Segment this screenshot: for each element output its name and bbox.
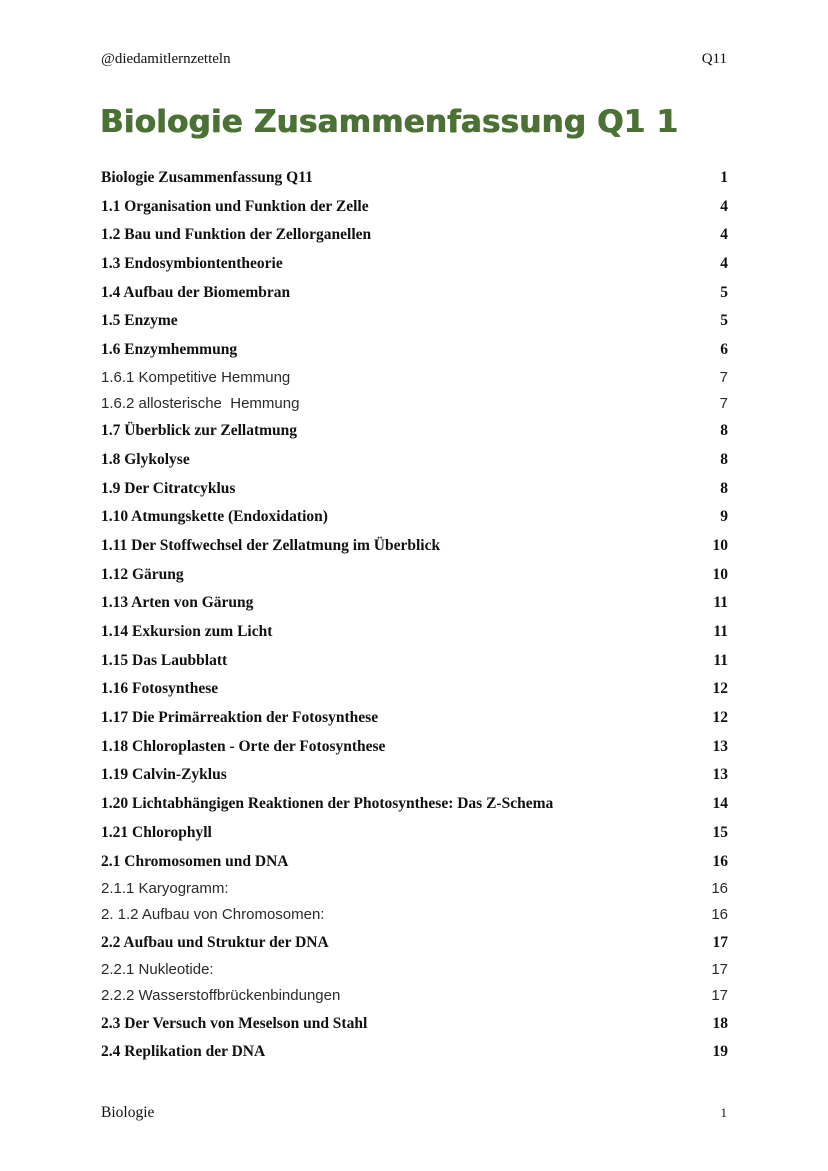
toc-entry-label: 1.18 Chloroplasten - Orte der Fotosynthese xyxy=(101,737,386,755)
toc-entry-page: 16 xyxy=(711,880,728,898)
toc-entry-label: 2. 1.2 Aufbau von Chromosomen: xyxy=(101,906,325,924)
toc-entry-page: 7 xyxy=(719,368,728,386)
toc-entry-label: 2.2 Aufbau und Struktur der DNA xyxy=(101,933,329,951)
toc-entry-label: 1.19 Calvin-Zyklus xyxy=(101,766,227,784)
toc-entry[interactable] xyxy=(101,193,728,222)
toc-entry-page: 8 xyxy=(720,479,728,497)
toc-entry-label: 1.6.1 Kompetitive Hemmung xyxy=(101,368,291,386)
toc-entry[interactable] xyxy=(101,365,728,391)
toc-entry-label: 1.8 Glykolyse xyxy=(101,450,190,468)
toc-entry-label: 1.6 Enzymhemmung xyxy=(101,341,238,359)
toc-entry-label: 2.4 Replikation der DNA xyxy=(101,1043,266,1061)
toc-entry[interactable] xyxy=(101,848,728,877)
toc-entry[interactable] xyxy=(101,503,728,532)
toc-entry[interactable] xyxy=(101,733,728,762)
toc-entry[interactable] xyxy=(101,417,728,446)
toc-entry-label: 1.15 Das Laubblatt xyxy=(101,651,228,669)
footer-subject: Biologie xyxy=(101,1104,155,1121)
toc-entry[interactable] xyxy=(101,902,728,928)
toc-entry-label: 1.16 Fotosynthese xyxy=(101,680,219,698)
toc-entry-page: 1 xyxy=(720,169,728,186)
toc-entry-page: 7 xyxy=(719,395,728,412)
page-number: 1 xyxy=(720,1105,727,1120)
toc-entry[interactable] xyxy=(101,164,728,193)
document-title: Biologie Zusammenfassung Q1 1 xyxy=(100,104,679,140)
toc-entry-page: 10 xyxy=(712,536,728,554)
toc-entry[interactable] xyxy=(101,561,728,590)
toc-entry[interactable] xyxy=(101,929,728,958)
toc-entry[interactable] xyxy=(101,618,728,647)
toc-entry[interactable] xyxy=(101,1038,728,1067)
toc-entry-label: 1.12 Gärung xyxy=(101,565,184,583)
toc-entry-page: 8 xyxy=(720,450,728,468)
toc-entry-label: 1.6.2 allosterische Hemmung xyxy=(101,395,300,412)
toc-entry-label: 1.14 Exkursion zum Licht xyxy=(101,623,273,640)
toc-entry-page: 4 xyxy=(720,197,728,215)
toc-entry-page: 14 xyxy=(712,795,728,813)
toc-entry-label: 1.2 Bau und Funktion der Zellorganellen xyxy=(101,226,372,244)
toc-entry-page: 13 xyxy=(712,766,728,784)
table-of-contents xyxy=(101,164,728,1067)
toc-entry-label: 1.3 Endosymbiontentheorie xyxy=(101,255,283,273)
toc-entry-label: 2.2.1 Nukleotide: xyxy=(101,961,214,979)
toc-entry-page: 17 xyxy=(712,933,728,951)
toc-entry-page: 5 xyxy=(720,283,728,301)
toc-entry-label: 1.17 Die Primärreaktion der Fotosynthese xyxy=(101,709,379,727)
toc-entry[interactable] xyxy=(101,307,728,336)
toc-entry-label: 2.1 Chromosomen und DNA xyxy=(101,852,289,870)
toc-entry-label: 1.4 Aufbau der Biomembran xyxy=(101,283,291,301)
toc-entry[interactable] xyxy=(101,761,728,790)
toc-entry[interactable] xyxy=(101,819,728,848)
toc-entry[interactable] xyxy=(101,876,728,902)
toc-entry[interactable] xyxy=(101,957,728,983)
toc-entry-page: 19 xyxy=(712,1043,728,1061)
toc-entry-page: 6 xyxy=(720,341,728,359)
toc-entry-label: 1.7 Überblick zur Zellatmung xyxy=(101,422,298,440)
toc-entry[interactable] xyxy=(101,647,728,676)
toc-entry-label: 1.1 Organisation und Funktion der Zelle xyxy=(101,197,369,215)
toc-entry-page: 16 xyxy=(711,906,728,924)
toc-entry[interactable] xyxy=(101,1010,728,1039)
toc-entry[interactable] xyxy=(101,250,728,279)
toc-entry[interactable] xyxy=(101,279,728,308)
toc-entry-label: Biologie Zusammenfassung Q11 xyxy=(101,169,313,186)
toc-entry[interactable] xyxy=(101,336,728,365)
toc-entry-label: 2.2.2 Wasserstoffbrückenbindungen xyxy=(101,987,341,1005)
toc-entry[interactable] xyxy=(101,589,728,618)
toc-entry[interactable] xyxy=(101,675,728,704)
toc-entry[interactable] xyxy=(101,532,728,561)
toc-entry-label: 1.20 Lichtabhängigen Reaktionen der Photosynthese: Das Z-Schema xyxy=(101,795,554,813)
toc-entry-page: 17 xyxy=(711,961,728,979)
toc-entry[interactable] xyxy=(101,221,728,250)
toc-entry-page: 8 xyxy=(720,422,728,440)
toc-entry-page: 4 xyxy=(720,226,728,244)
toc-entry-page: 12 xyxy=(712,709,728,727)
header-course: Q11 xyxy=(701,51,727,67)
toc-entry-label: 1.21 Chlorophyll xyxy=(101,823,212,841)
toc-entry[interactable] xyxy=(101,704,728,733)
toc-entry[interactable] xyxy=(101,790,728,819)
toc-entry-page: 11 xyxy=(713,594,728,612)
toc-entry-page: 18 xyxy=(712,1014,728,1032)
toc-entry-label: 1.11 Der Stoffwechsel der Zellatmung im Überblick xyxy=(101,536,441,554)
toc-entry[interactable] xyxy=(101,446,728,475)
toc-entry-page: 4 xyxy=(720,255,728,273)
toc-entry[interactable] xyxy=(101,475,728,504)
toc-entry[interactable] xyxy=(101,391,728,417)
toc-entry-label: 1.13 Arten von Gärung xyxy=(101,594,254,612)
toc-entry-page: 13 xyxy=(712,737,728,755)
toc-entry-page: 9 xyxy=(720,508,728,526)
toc-entry-page: 16 xyxy=(712,852,728,870)
toc-entry-label: 1.5 Enzyme xyxy=(101,312,178,330)
toc-entry-page: 11 xyxy=(713,623,728,640)
toc-entry-page: 17 xyxy=(711,987,728,1005)
toc-entry-page: 10 xyxy=(712,565,728,583)
toc-entry-label: 2.1.1 Karyogramm: xyxy=(101,880,229,898)
toc-entry[interactable] xyxy=(101,983,728,1009)
toc-entry-label: 1.10 Atmungskette (Endoxidation) xyxy=(101,508,328,526)
toc-entry-label: 1.9 Der Citratcyklus xyxy=(101,479,236,497)
toc-entry-page: 15 xyxy=(712,823,728,841)
header-author: @diedamitlernzetteln xyxy=(101,51,231,67)
toc-entry-page: 5 xyxy=(720,312,728,330)
toc-entry-label: 2.3 Der Versuch von Meselson und Stahl xyxy=(101,1014,368,1032)
toc-entry-page: 11 xyxy=(713,651,728,669)
toc-entry-page: 12 xyxy=(712,680,728,698)
